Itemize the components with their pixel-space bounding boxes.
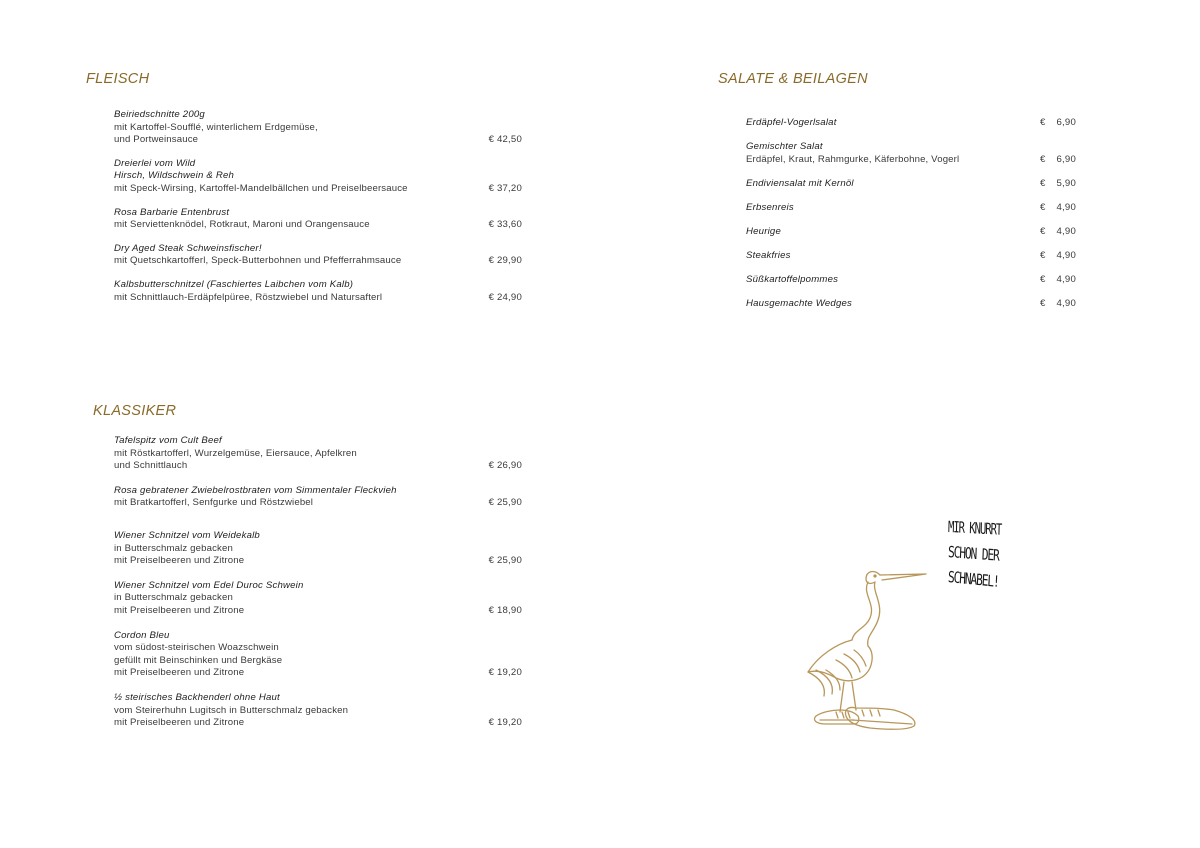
menu-item-description: mit Speck-Wirsing, Kartoffel-Mandelbällchen und Preiselbeersauce <box>114 182 408 194</box>
menu-item <box>746 178 1076 191</box>
price-currency: € <box>1040 225 1046 237</box>
menu-item <box>746 117 1076 130</box>
menu-item-price: € 18,90 <box>488 604 522 616</box>
price-amount: 4,90 <box>1056 250 1076 262</box>
menu-item-description: Erdäpfel, Kraut, Rahmgurke, Käferbohne, Vogerl <box>746 153 960 165</box>
price-amount: 4,90 <box>1056 274 1076 286</box>
menu-item <box>746 141 1076 166</box>
menu-item <box>114 435 522 473</box>
price-currency: € <box>1040 250 1046 262</box>
price-currency: € <box>1040 201 1046 213</box>
menu-item-name: Cordon Bleu <box>114 629 170 641</box>
menu-item-name: Süßkartoffelpommes <box>746 274 839 286</box>
menu-item-name: Steakfries <box>746 250 791 262</box>
menu-item-price: € 37,20 <box>488 182 522 194</box>
menu-item-name: Wiener Schnitzel vom Edel Duroc Schwein <box>114 579 304 591</box>
menu-item-name: Endiviensalat mit Kernöl <box>746 177 854 189</box>
menu-list-klassiker <box>114 435 522 730</box>
menu-item <box>114 692 522 730</box>
price-currency: € <box>1040 117 1046 128</box>
menu-item-price: € 29,90 <box>488 255 522 267</box>
menu-item-description: mit Quetschkartofferl, Speck-Butterbohnen und Pfefferrahmsauce <box>114 255 402 267</box>
menu-item-name: Dreierlei vom Wild Hirsch, Wildschwein & Reh <box>114 157 235 182</box>
menu-item-price: € 25,90 <box>488 555 522 567</box>
menu-item-price <box>1040 154 1076 167</box>
price-currency: € <box>1040 177 1046 189</box>
menu-item-price: € 19,20 <box>488 667 522 679</box>
menu-item <box>114 243 522 268</box>
menu-item-price: € 25,90 <box>488 497 522 509</box>
menu-item <box>746 250 1076 263</box>
menu-item-price <box>1040 117 1076 130</box>
section-title-salate: SALATE & BEILAGEN <box>718 71 868 87</box>
menu-item-name: Erdäpfel-Vogerlsalat <box>746 117 837 128</box>
menu-item-description: mit Röstkartofferl, Wurzelgemüse, Eiersauce, Apfelkren und Schnittlauch <box>114 447 357 472</box>
menu-item-price: € 24,90 <box>488 291 522 303</box>
menu-list-fleisch <box>114 109 522 304</box>
menu-item-price <box>1040 250 1076 263</box>
menu-item-name: Rosa gebratener Zwiebelrostbraten vom Simmentaler Fleckvieh <box>114 484 397 496</box>
handwritten-slogan <box>948 515 1028 590</box>
menu-item-price: € 26,90 <box>488 460 522 472</box>
menu-item-price <box>1040 274 1076 287</box>
heron-icon <box>796 560 936 745</box>
menu-item <box>114 207 522 232</box>
menu-item-name: Erbsenreis <box>746 201 794 213</box>
menu-item <box>114 279 522 304</box>
menu-item-price: € 33,60 <box>488 219 522 231</box>
menu-item-name: Dry Aged Steak Schweinsfischer! <box>114 242 262 254</box>
menu-item <box>114 580 522 618</box>
menu-item-price <box>1040 202 1076 215</box>
section-title-fleisch: FLEISCH <box>86 71 150 87</box>
menu-item <box>746 274 1076 287</box>
menu-item-description: vom Steirerhuhn Lugitsch in Butterschmalz gebacken mit Preiselbeeren und Zitrone <box>114 704 349 729</box>
section-title-klassiker: KLASSIKER <box>93 403 177 419</box>
menu-item <box>114 530 522 568</box>
menu-list-salate <box>746 117 1076 311</box>
menu-item-name: Kalbsbutterschnitzel (Faschiertes Laibchen vom Kalb) <box>114 278 354 290</box>
price-amount: 4,90 <box>1056 225 1076 237</box>
menu-item-description: in Butterschmalz gebacken mit Preiselbeeren und Zitrone <box>114 542 245 567</box>
menu-item <box>114 630 522 680</box>
slogan-line: SCHNABEL! <box>947 568 1000 591</box>
menu-item <box>746 298 1076 311</box>
menu-item-description: mit Schnittlauch-Erdäpfelpüree, Röstzwiebel und Natursafterl <box>114 291 383 303</box>
slogan-line: MIR KNURRT <box>947 518 1002 539</box>
menu-item-name: Heurige <box>746 225 781 237</box>
menu-item-name: Wiener Schnitzel vom Weidekalb <box>114 529 260 541</box>
price-currency: € <box>1040 153 1046 165</box>
menu-item-description: mit Kartoffel-Soufflé, winterlichem Erdgemüse, und Portweinsauce <box>114 121 318 146</box>
menu-item <box>746 226 1076 239</box>
price-amount: 5,90 <box>1056 177 1076 189</box>
price-amount: 4,90 <box>1056 298 1076 310</box>
menu-item-price: € 19,20 <box>488 717 522 729</box>
menu-item-name: Gemischter Salat <box>746 141 823 153</box>
menu-item <box>114 158 522 196</box>
price-amount: 6,90 <box>1056 117 1076 128</box>
price-amount: 6,90 <box>1056 153 1076 165</box>
menu-item-description: mit Bratkartofferl, Senfgurke und Röstzwiebel <box>114 497 314 509</box>
menu-item-description: in Butterschmalz gebacken mit Preiselbeeren und Zitrone <box>114 592 245 616</box>
menu-item-price <box>1040 226 1076 239</box>
menu-item-name: ½ steirisches Backhenderl ohne Haut <box>114 691 280 703</box>
price-amount: 4,90 <box>1056 201 1076 213</box>
menu-item <box>114 109 522 147</box>
menu-item-description: mit Serviettenknödel, Rotkraut, Maroni und Orangensauce <box>114 219 370 231</box>
price-currency: € <box>1040 298 1046 310</box>
menu-item <box>746 202 1076 215</box>
slogan-line: SCHON DER <box>947 543 1000 565</box>
price-currency: € <box>1040 274 1046 286</box>
menu-item-name: Rosa Barbarie Entenbrust <box>114 206 230 218</box>
menu-item-name: Tafelspitz vom Cult Beef <box>114 435 222 446</box>
menu-item-price <box>1040 178 1076 191</box>
menu-item-description: vom südost-steirischen Woazschwein gefüllt mit Beinschinken und Bergkäse mit Preiselbeeren und Zitrone <box>114 642 283 679</box>
menu-item <box>114 485 522 510</box>
menu-item-name: Beiriedschnitte 200g <box>114 109 205 120</box>
menu-item-price: € 42,50 <box>488 134 522 146</box>
menu-item-price <box>1040 298 1076 311</box>
menu-item-name: Hausgemachte Wedges <box>746 298 853 310</box>
